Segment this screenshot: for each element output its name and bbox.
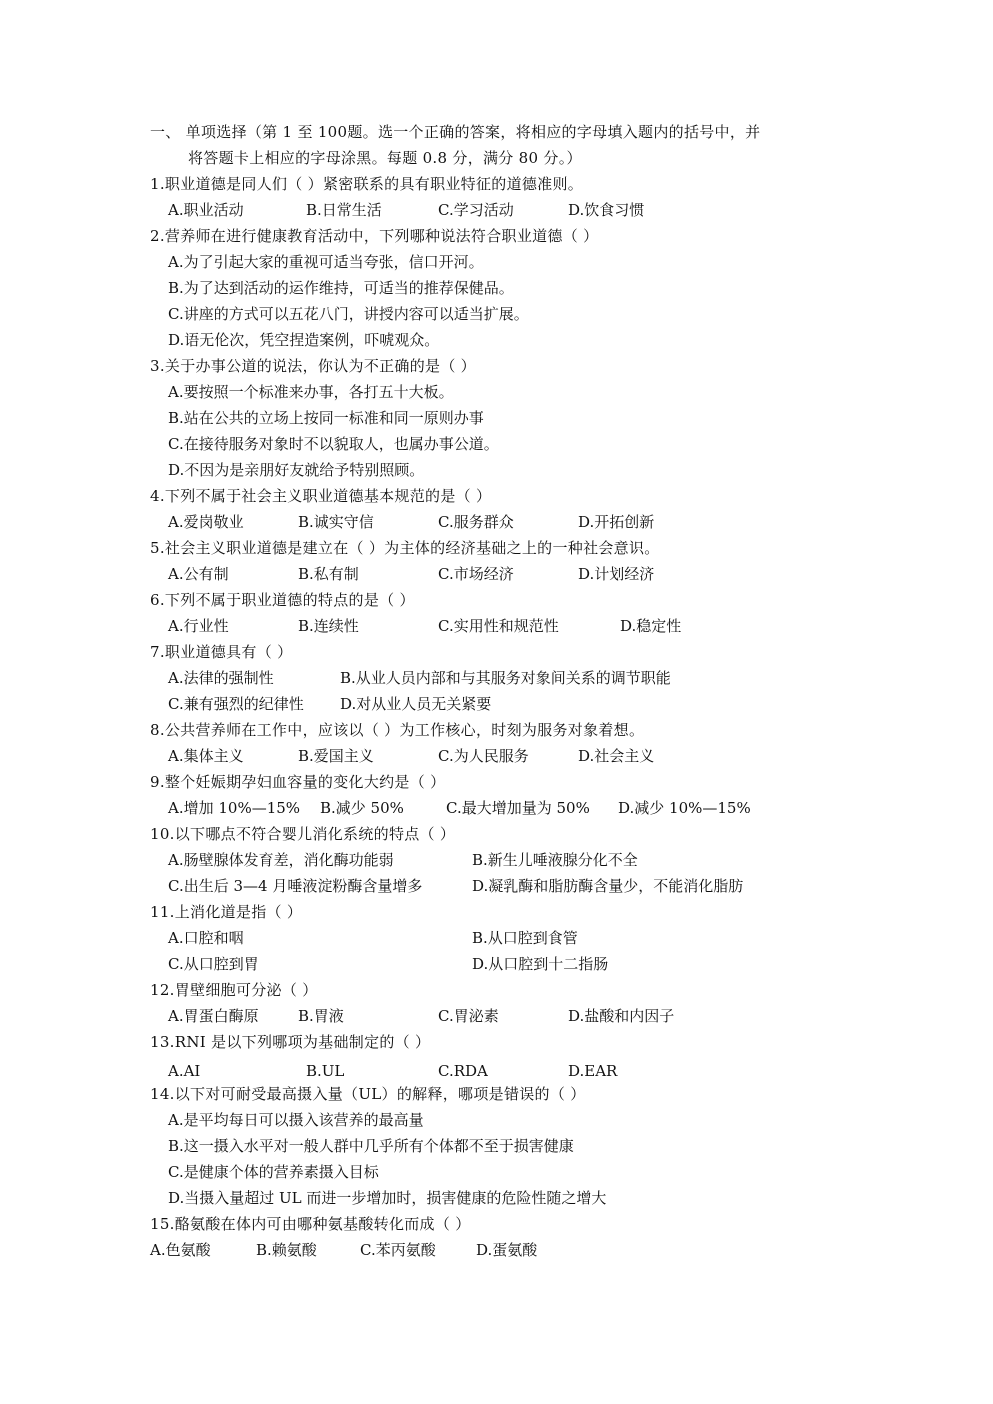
question-7-stem: 7.职业道德具有（ ） <box>150 643 293 661</box>
question-13-option-d: D.EAR <box>568 1062 618 1080</box>
question-13-option-a: A.AI <box>168 1062 201 1080</box>
question-1-option-a: A.职业活动 <box>168 201 244 219</box>
question-7-option-a: A.法律的强制性 <box>168 669 274 687</box>
question-2-option-a: A.为了引起大家的重视可适当夸张，信口开河。 <box>168 253 484 271</box>
question-1-option-b: B.日常生活 <box>306 201 382 219</box>
question-1-option-c: C.学习活动 <box>438 201 514 219</box>
question-9-stem: 9.整个妊娠期孕妇血容量的变化大约是（ ） <box>150 773 446 791</box>
question-14-option-b: B.这一摄入水平对一般人群中几乎所有个体都不至于损害健康 <box>168 1137 574 1155</box>
question-6-option-d: D.稳定性 <box>620 617 682 635</box>
question-4-stem: 4.下列不属于社会主义职业道德基本规范的是（ ） <box>150 487 492 505</box>
question-8-option-a: A.集体主义 <box>168 747 244 765</box>
question-3-stem: 3.关于办事公道的说法，你认为不正确的是（ ） <box>150 357 476 375</box>
question-12-option-c: C.胃泌素 <box>438 1007 499 1025</box>
question-10-option-c: C.出生后 3—4 月唾液淀粉酶含量增多 <box>168 877 423 895</box>
question-11-option-b: B.从口腔到食管 <box>472 929 578 947</box>
question-12-option-a: A.胃蛋白酶原 <box>168 1007 259 1025</box>
question-14-option-a: A.是平均每日可以摄入该营养的最高量 <box>168 1111 424 1129</box>
question-15-option-c: C.苯丙氨酸 <box>360 1241 436 1259</box>
question-3-option-c: C.在接待服务对象时不以貌取人，也属办事公道。 <box>168 435 499 453</box>
question-11-option-a: A.口腔和咽 <box>168 929 244 947</box>
question-7-option-d: D.对从业人员无关紧要 <box>340 695 492 713</box>
question-7-option-b: B.从业人员内部和与其服务对象间关系的调节职能 <box>340 669 671 687</box>
question-2-option-c: C.讲座的方式可以五花八门，讲授内容可以适当扩展。 <box>168 305 529 323</box>
question-5-option-b: B.私有制 <box>298 565 359 583</box>
question-3-option-d: D.不因为是亲朋好友就给予特别照顾。 <box>168 461 425 479</box>
question-15-option-d: D.蛋氨酸 <box>476 1241 538 1259</box>
question-2-option-d: D.语无伦次，凭空捏造案例，吓唬观众。 <box>168 331 440 349</box>
question-3-option-b: B.站在公共的立场上按同一标准和同一原则办事 <box>168 409 484 427</box>
question-14-stem: 14.以下对可耐受最高摄入量（UL）的解释，哪项是错误的（ ） <box>150 1085 586 1103</box>
question-14-option-c: C.是健康个体的营养素摄入目标 <box>168 1163 379 1181</box>
question-15-stem: 15.酪氨酸在体内可由哪种氨基酸转化而成（ ） <box>150 1215 471 1233</box>
question-6-stem: 6.下列不属于职业道德的特点的是（ ） <box>150 591 415 609</box>
question-10-option-a: A.肠壁腺体发育差，消化酶功能弱 <box>168 851 394 869</box>
question-6-option-c: C.实用性和规范性 <box>438 617 559 635</box>
question-6-option-b: B.连续性 <box>298 617 359 635</box>
question-15-option-b: B.赖氨酸 <box>256 1241 317 1259</box>
question-8-option-b: B.爱国主义 <box>298 747 374 765</box>
question-5-stem: 5.社会主义职业道德是建立在（ ）为主体的经济基础之上的一种社会意识。 <box>150 539 660 557</box>
question-10-option-b: B.新生儿唾液腺分化不全 <box>472 851 638 869</box>
question-1-option-d: D.饮食习惯 <box>568 201 645 219</box>
question-5-option-d: D.计划经济 <box>578 565 655 583</box>
question-13-option-b: B.UL <box>306 1062 345 1080</box>
question-11-option-d: D.从口腔到十二指肠 <box>472 955 609 973</box>
question-12-option-b: B.胃液 <box>298 1007 344 1025</box>
question-2-stem: 2.营养师在进行健康教育活动中，下列哪种说法符合职业道德（ ） <box>150 227 599 245</box>
question-4-option-a: A.爱岗敬业 <box>168 513 244 531</box>
question-5-option-c: C.市场经济 <box>438 565 514 583</box>
question-8-stem: 8.公共营养师在工作中，应该以（ ）为工作核心，时刻为服务对象着想。 <box>150 721 645 739</box>
question-11-option-c: C.从口腔到胃 <box>168 955 259 973</box>
question-10-stem: 10.以下哪点不符合婴儿消化系统的特点（ ） <box>150 825 456 843</box>
question-12-stem: 12.胃壁细胞可分泌（ ） <box>150 981 318 999</box>
question-8-option-c: C.为人民服务 <box>438 747 529 765</box>
question-2-option-b: B.为了达到活动的运作维持，可适当的推荐保健品。 <box>168 279 514 297</box>
question-15-option-a: A.色氨酸 <box>150 1241 211 1259</box>
question-9-option-b: B.减少 50% <box>320 799 404 817</box>
question-1-stem: 1.职业道德是同人们（ ）紧密联系的具有职业特征的道德准则。 <box>150 175 584 193</box>
question-4-option-b: B.诚实守信 <box>298 513 374 531</box>
question-8-option-d: D.社会主义 <box>578 747 655 765</box>
section-heading: 一、 单项选择（第 1 至 100题。选一个正确的答案，将相应的字母填入题内的括号中，并 <box>150 123 761 141</box>
question-14-option-d: D.当摄入量超过 UL 而进一步增加时，损害健康的危险性随之增大 <box>168 1189 607 1207</box>
question-9-option-d: D.减少 10%—15% <box>618 799 751 817</box>
question-3-option-a: A.要按照一个标准来办事，各打五十大板。 <box>168 383 454 401</box>
question-13-stem: 13.RNI 是以下列哪项为基础制定的（ ） <box>150 1033 431 1051</box>
question-7-option-c: C.兼有强烈的纪律性 <box>168 695 304 713</box>
question-4-option-d: D.开拓创新 <box>578 513 655 531</box>
question-12-option-d: D.盐酸和内因子 <box>568 1007 675 1025</box>
section-instructions: 将答题卡上相应的字母涂黑。每题 0.8 分，满分 80 分。） <box>188 149 582 167</box>
question-10-option-d: D.凝乳酶和脂肪酶含量少，不能消化脂肪 <box>472 877 744 895</box>
question-4-option-c: C.服务群众 <box>438 513 514 531</box>
question-5-option-a: A.公有制 <box>168 565 229 583</box>
question-9-option-a: A.增加 10%—15% <box>168 799 301 817</box>
question-13-option-c: C.RDA <box>438 1062 488 1080</box>
question-6-option-a: A.行业性 <box>168 617 229 635</box>
question-9-option-c: C.最大增加量为 50% <box>446 799 590 817</box>
question-11-stem: 11.上消化道是指（ ） <box>150 903 303 921</box>
